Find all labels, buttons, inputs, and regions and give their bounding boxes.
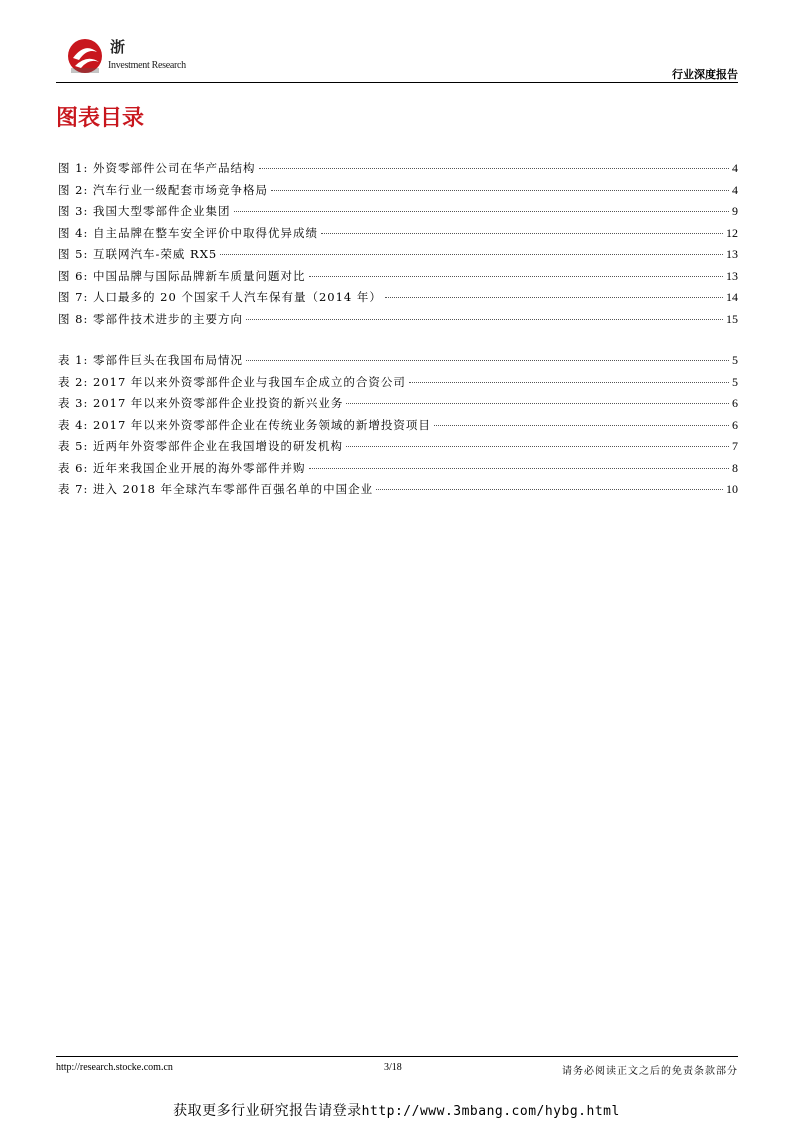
toc-entry-figure[interactable]	[58, 266, 738, 288]
toc-entry-label: 表 6: 近年来我国企业开展的海外零部件并购	[58, 460, 306, 475]
toc-entry-figure[interactable]	[58, 309, 738, 331]
toc-entry-label: 表 2: 2017 年以来外资零部件企业与我国车企成立的合资公司	[58, 374, 406, 389]
promo-url-link[interactable]: http://www.3mbang.com/hybg.html	[361, 1104, 620, 1119]
toc-entry-figure[interactable]	[58, 180, 738, 202]
dot-leader	[246, 360, 729, 361]
footer-divider	[56, 1056, 738, 1057]
toc-entry-table[interactable]	[58, 436, 738, 458]
toc-entry-page: 12	[726, 225, 738, 240]
toc-entry-page: 14	[726, 290, 738, 304]
dot-leader	[434, 425, 729, 426]
toc-entry-page: 6	[732, 417, 738, 432]
toc-entry-page: 5	[732, 374, 738, 389]
toc-entry-label: 表 4: 2017 年以来外资零部件企业在传统业务领域的新增投资项目	[58, 417, 431, 432]
dot-leader	[309, 276, 724, 277]
footer-disclaimer-note: 请务必阅读正文之后的免责条款部分	[562, 1066, 738, 1077]
toc-entry-page: 15	[726, 311, 738, 326]
toc-entry-label: 图 4: 自主品牌在整车安全评价中取得优异成绩	[58, 225, 318, 240]
toc-entry-page: 13	[726, 268, 738, 283]
promo-banner	[0, 1100, 793, 1120]
toc-entry-label: 图 8: 零部件技术进步的主要方向	[58, 311, 244, 326]
toc-entry-page: 13	[726, 247, 738, 261]
toc-entry-label: 图 7: 人口最多的 20 个国家千人汽车保有量（2014 年）	[58, 290, 382, 304]
toc-entry-page: 4	[732, 161, 738, 175]
toc-entry-label: 图 6: 中国品牌与国际品牌新车质量问题对比	[58, 268, 306, 283]
dot-leader	[376, 489, 723, 490]
toc-entry-label: 表 7: 进入 2018 年全球汽车零部件百强名单的中国企业	[58, 482, 374, 496]
toc-entry-table[interactable]	[58, 372, 738, 394]
toc-entry-label: 表 1: 零部件巨头在我国布局情况	[58, 353, 244, 367]
toc-entry-page: 6	[732, 396, 738, 410]
logo-icon	[65, 36, 105, 76]
toc-entry-page: 10	[726, 482, 738, 496]
toc-entry-page: 8	[732, 460, 738, 475]
dot-leader	[346, 446, 729, 447]
toc-entry-table[interactable]	[58, 415, 738, 437]
page-header	[56, 32, 738, 84]
promo-text: 获取更多行业研究报告请登录	[173, 1103, 362, 1119]
dot-leader	[220, 254, 723, 255]
logo-english-text: Investment Research	[108, 60, 186, 71]
toc-entry-label: 图 3: 我国大型零部件企业集团	[58, 204, 231, 218]
toc-entry-label: 表 3: 2017 年以来外资零部件企业投资的新兴业务	[58, 396, 344, 410]
toc-entry-label: 图 2: 汽车行业一级配套市场竞争格局	[58, 182, 269, 197]
dot-leader	[309, 468, 730, 469]
toc-entry-table[interactable]	[58, 350, 738, 372]
toc-entry-figure[interactable]	[58, 287, 738, 309]
dot-leader	[321, 233, 723, 234]
toc-entry-page: 9	[732, 204, 738, 218]
toc-entry-table[interactable]	[58, 393, 738, 415]
footer-url-link[interactable]: http://research.stocke.com.cn	[56, 1062, 173, 1073]
figure-list	[58, 158, 738, 330]
toc-entry-figure[interactable]	[58, 244, 738, 266]
dot-leader	[385, 297, 723, 298]
toc-entry-table[interactable]	[58, 458, 738, 480]
dot-leader	[234, 211, 729, 212]
toc-entry-table[interactable]	[58, 479, 738, 501]
toc-title: 图表目录	[56, 106, 145, 131]
toc-entry-page: 4	[732, 182, 738, 197]
toc-entry-page: 5	[732, 353, 738, 367]
toc-entry-label: 图 1: 外资零部件公司在华产品结构	[58, 161, 256, 175]
toc-entry-figure[interactable]	[58, 201, 738, 223]
dot-leader	[346, 403, 729, 404]
logo-chinese-text: 浙	[110, 38, 126, 56]
dot-leader	[409, 382, 729, 383]
toc-entry-label: 图 5: 互联网汽车-荣威 RX5	[58, 247, 218, 261]
toc-entry-label: 表 5: 近两年外资零部件企业在我国增设的研发机构	[58, 439, 343, 453]
report-type-label: 行业深度报告	[672, 68, 738, 81]
toc-entry-figure[interactable]	[58, 223, 738, 245]
toc-entry-figure[interactable]	[58, 158, 738, 180]
table-list	[58, 350, 738, 501]
dot-leader	[271, 190, 729, 191]
footer-page-number: 3/18	[384, 1062, 402, 1073]
toc-entry-page: 7	[732, 439, 738, 453]
dot-leader	[259, 168, 729, 169]
header-divider	[56, 82, 738, 83]
dot-leader	[246, 319, 723, 320]
